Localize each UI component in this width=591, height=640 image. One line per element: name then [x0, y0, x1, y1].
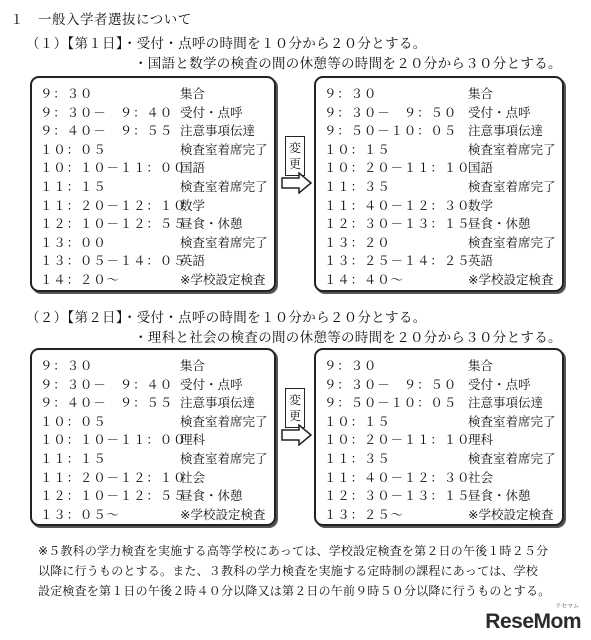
- schedule-label: 受付・点呼: [468, 104, 531, 120]
- schedule-time: ９：４０－ ９：５５: [40, 123, 174, 139]
- schedule-time: １３：０５～: [40, 506, 120, 522]
- schedule-row: [316, 468, 562, 486]
- schedule-time: ９：３０－ ９：４０: [40, 104, 174, 120]
- schedule-row: [32, 214, 274, 232]
- schedule-row: [32, 140, 274, 158]
- schedule-row: [316, 121, 562, 139]
- day2-change-line-2: ・理科と社会の検査の間の休憩等の時間を２０分から３０分とする。: [134, 330, 562, 346]
- schedule-row: [32, 356, 274, 374]
- schedule-time: ９：３０－ ９：４０: [40, 376, 174, 392]
- day1-change-line-2: ・国語と数学の検査の間の休憩等の時間を２０分から３０分とする。: [134, 56, 562, 72]
- note-line-3: 設定検査を第１日の午後２時４０分以降又は第２日の午前９時５０分以降に行うものとする。: [38, 584, 551, 598]
- schedule-label: 集合: [180, 358, 206, 373]
- schedule-label: 集合: [468, 358, 494, 373]
- schedule-row: [316, 214, 562, 232]
- change-label-2: 変更: [285, 388, 305, 428]
- schedule-label: 昼食・休憩: [180, 488, 243, 504]
- schedule-label: 検査室着席完了: [468, 141, 556, 157]
- day2-change-line-1: （２）【第２日】・受付・点呼の時間を１０分から２０分とする。: [26, 310, 427, 326]
- schedule-label: 受付・点呼: [180, 104, 243, 120]
- schedule-row: [32, 121, 274, 139]
- day1-after-schedule: [314, 76, 564, 292]
- schedule-label: 集合: [468, 86, 494, 101]
- resemom-logo: ReseMom: [485, 610, 581, 633]
- schedule-time: ９：５０－１０：０５: [324, 123, 458, 139]
- schedule-label: ※学校設定検査: [468, 272, 554, 287]
- schedule-time: １０：１５: [324, 413, 391, 429]
- schedule-label: 注意事項伝達: [180, 395, 256, 411]
- schedule-label: ※学校設定検査: [180, 272, 266, 287]
- schedule-time: １１：２０－１２：１０: [40, 469, 187, 485]
- schedule-time: １２：３０－１３：１５: [324, 216, 471, 232]
- schedule-label: 昼食・休憩: [180, 216, 243, 232]
- schedule-row: [316, 158, 562, 176]
- schedule-label: ※学校設定検査: [180, 506, 266, 522]
- schedule-row: [32, 233, 274, 251]
- schedule-time: １１：１５: [40, 179, 107, 194]
- schedule-time: ９：４０－ ９：５５: [40, 395, 174, 411]
- change-label-1: 変更: [285, 136, 305, 176]
- schedule-time: １３：２０: [324, 234, 391, 250]
- schedule-row: [32, 486, 274, 504]
- schedule-row: [316, 356, 562, 374]
- schedule-row: [32, 505, 274, 523]
- schedule-time: １３：０５－１４：０５: [40, 253, 187, 269]
- schedule-row: [316, 196, 562, 214]
- schedule-row: [316, 412, 562, 430]
- schedule-row: [316, 140, 562, 158]
- schedule-row: [32, 84, 274, 102]
- logo-kana: リセマム: [555, 603, 579, 610]
- schedule-label: 数学: [468, 197, 494, 213]
- schedule-label: 昼食・休憩: [468, 488, 531, 504]
- schedule-time: １０：２０－１１：１０: [324, 432, 471, 448]
- schedule-row: [32, 375, 274, 393]
- schedule-time: １３：２５－１４：２５: [324, 253, 471, 269]
- schedule-label: 数学: [180, 197, 206, 213]
- schedule-row: [32, 103, 274, 121]
- schedule-row: [32, 270, 274, 288]
- schedule-label: 理科: [468, 432, 494, 448]
- schedule-row: [316, 177, 562, 195]
- schedule-label: 検査室着席完了: [468, 234, 556, 250]
- schedule-time: ９：３０－ ９：５０: [324, 104, 458, 120]
- schedule-time: ９：３０: [324, 358, 378, 373]
- schedule-row: [32, 393, 274, 411]
- arrow-right-icon: [281, 172, 313, 194]
- schedule-label: 検査室着席完了: [468, 451, 556, 466]
- schedule-time: １４：４０～: [324, 272, 404, 287]
- schedule-label: 受付・点呼: [180, 376, 243, 392]
- schedule-label: 受付・点呼: [468, 376, 531, 392]
- schedule-time: １２：１０－１２：５５: [40, 488, 187, 504]
- schedule-row: [32, 158, 274, 176]
- note-line-2: 以降に行うものとする。また、３教科の学力検査を実施する定時制の課程にあっては、学校: [38, 564, 539, 578]
- schedule-row: [316, 449, 562, 467]
- schedule-time: １１：４０－１２：３０: [324, 469, 471, 485]
- schedule-time: １２：１０－１２：５５: [40, 216, 187, 232]
- schedule-row: [32, 196, 274, 214]
- schedule-row: [316, 251, 562, 269]
- schedule-time: １０：０５: [40, 141, 107, 157]
- schedule-time: １０：１０－１１：００: [40, 432, 187, 448]
- schedule-label: 検査室着席完了: [180, 179, 268, 194]
- schedule-row: [316, 375, 562, 393]
- schedule-time: ９：３０: [324, 86, 378, 101]
- schedule-time: １０：０５: [40, 413, 107, 429]
- schedule-label: 社会: [468, 469, 494, 485]
- schedule-label: 集合: [180, 86, 206, 101]
- schedule-row: [316, 486, 562, 504]
- day2-before-schedule: [30, 348, 276, 526]
- schedule-label: 理科: [180, 432, 206, 448]
- schedule-row: [32, 177, 274, 195]
- schedule-label: 昼食・休憩: [468, 216, 531, 232]
- schedule-label: 検査室着席完了: [468, 413, 556, 429]
- schedule-row: [316, 270, 562, 288]
- schedule-time: １１：３５: [324, 451, 391, 466]
- schedule-label: 検査室着席完了: [180, 141, 268, 157]
- schedule-time: １１：４０－１２：３０: [324, 197, 471, 213]
- schedule-row: [316, 505, 562, 523]
- schedule-row: [316, 84, 562, 102]
- schedule-time: １０：１０－１１：００: [40, 160, 187, 176]
- note-line-1: ※５教科の学力検査を実施する高等学校にあっては、学校設定検査を第２日の午後１時２５分: [38, 544, 549, 558]
- schedule-row: [316, 233, 562, 251]
- schedule-label: 国語: [468, 160, 494, 176]
- schedule-label: 社会: [180, 469, 206, 485]
- schedule-row: [32, 468, 274, 486]
- day1-change-line-1: （１）【第１日】・受付・点呼の時間を１０分から２０分とする。: [26, 36, 427, 52]
- schedule-time: １１：３５: [324, 179, 391, 194]
- schedule-row: [32, 430, 274, 448]
- schedule-label: 国語: [180, 160, 206, 176]
- schedule-time: １２：３０－１３：１５: [324, 488, 471, 504]
- schedule-label: 注意事項伝達: [468, 395, 544, 411]
- schedule-time: １０：２０－１１：１０: [324, 160, 471, 176]
- arrow-right-icon: [281, 424, 313, 446]
- day2-after-schedule: [314, 348, 564, 526]
- schedule-time: １１：１５: [40, 451, 107, 466]
- schedule-label: 英語: [180, 253, 206, 269]
- schedule-label: 検査室着席完了: [180, 234, 268, 250]
- schedule-row: [316, 103, 562, 121]
- schedule-label: 検査室着席完了: [180, 451, 268, 466]
- schedule-label: 英語: [468, 253, 494, 269]
- schedule-time: １０：１５: [324, 141, 391, 157]
- schedule-time: ９：３０: [40, 86, 94, 101]
- schedule-row: [32, 412, 274, 430]
- schedule-row: [316, 393, 562, 411]
- schedule-time: １４：２０～: [40, 272, 120, 287]
- day1-before-schedule: [30, 76, 276, 292]
- schedule-label: 注意事項伝達: [468, 123, 544, 139]
- schedule-time: ９：３０－ ９：５０: [324, 376, 458, 392]
- schedule-time: ９：３０: [40, 358, 94, 373]
- schedule-label: 検査室着席完了: [180, 413, 268, 429]
- schedule-row: [316, 430, 562, 448]
- schedule-time: １１：２０－１２：１０: [40, 197, 187, 213]
- schedule-time: １３：００: [40, 234, 107, 250]
- schedule-row: [32, 449, 274, 467]
- section-heading: １ 一般入学者選抜について: [10, 12, 192, 28]
- schedule-time: ９：５０－１０：０５: [324, 395, 458, 411]
- schedule-row: [32, 251, 274, 269]
- schedule-label: ※学校設定検査: [468, 506, 554, 522]
- schedule-time: １３：２５～: [324, 506, 404, 522]
- schedule-label: 注意事項伝達: [180, 123, 256, 139]
- schedule-label: 検査室着席完了: [468, 179, 556, 194]
